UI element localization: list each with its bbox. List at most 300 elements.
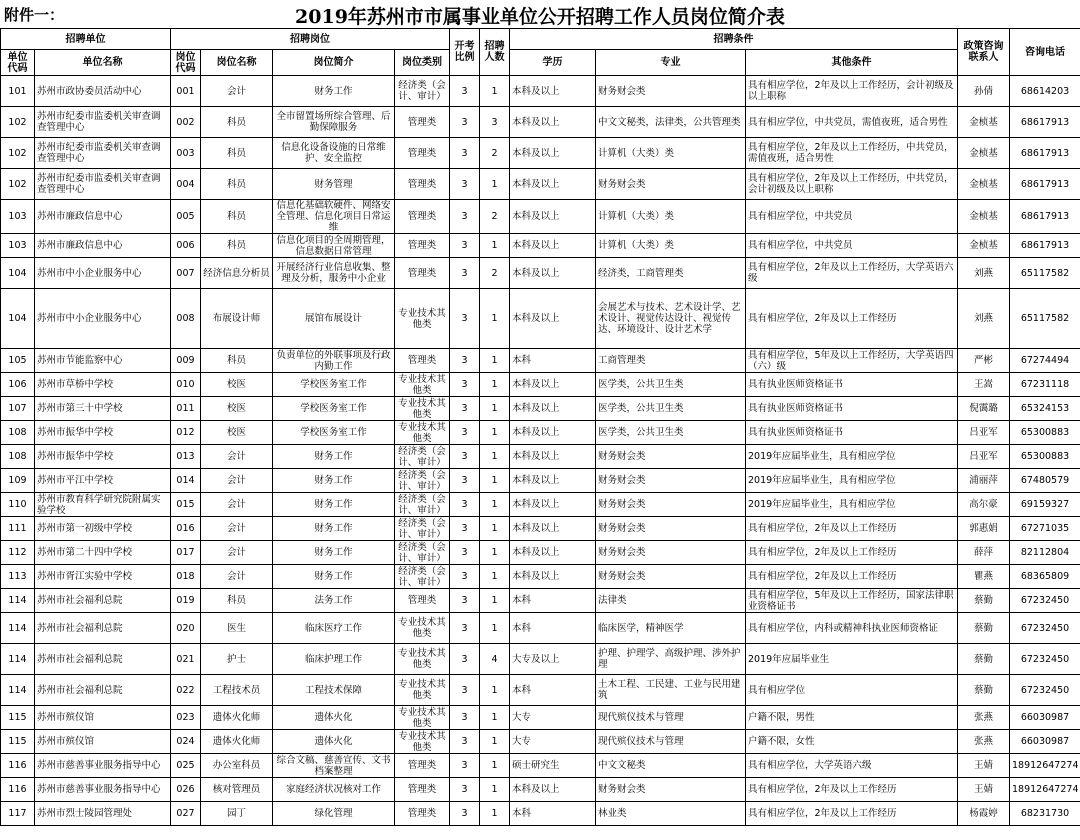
cell-other-conditions: 具有相应学位，2年及以上工作经历 bbox=[746, 802, 958, 826]
cell-other-conditions: 具有相应学位，2年及以上工作经历 bbox=[746, 778, 958, 802]
cell-post-desc: 信息化设备设施的日常维护、安全监控 bbox=[273, 138, 395, 169]
group-header-conditions: 招聘条件 bbox=[510, 29, 958, 50]
cell-other-conditions: 具有执业医师资格证书 bbox=[746, 373, 958, 397]
cell-post-code: 010 bbox=[171, 373, 201, 397]
table-row bbox=[1, 730, 1080, 754]
cell-education: 本科及以上 bbox=[510, 469, 596, 493]
cell-post-code: 009 bbox=[171, 349, 201, 373]
header-post-type: 岗位类别 bbox=[395, 50, 450, 76]
cell-post-code: 011 bbox=[171, 397, 201, 421]
cell-post-type: 管理类 bbox=[395, 802, 450, 826]
cell-post-name: 科员 bbox=[201, 234, 273, 258]
cell-count: 1 bbox=[480, 706, 510, 730]
cell-post-desc: 家庭经济状况核对工作 bbox=[273, 778, 395, 802]
cell-post-code: 008 bbox=[171, 289, 201, 349]
header-education: 学历 bbox=[510, 50, 596, 76]
cell-post-name: 会计 bbox=[201, 76, 273, 107]
table-row bbox=[1, 778, 1080, 802]
cell-unit-code: 115 bbox=[1, 706, 35, 730]
table-row bbox=[1, 706, 1080, 730]
cell-contact: 蔡勤 bbox=[958, 613, 1010, 644]
cell-education: 本科及以上 bbox=[510, 289, 596, 349]
cell-major: 财务财会类 bbox=[596, 469, 746, 493]
cell-contact: 金桢基 bbox=[958, 169, 1010, 200]
cell-post-name: 会计 bbox=[201, 541, 273, 565]
cell-other-conditions: 具有相应学位，2年及以上工作经历 bbox=[746, 565, 958, 589]
cell-post-type: 经济类（会计、审计） bbox=[395, 469, 450, 493]
cell-post-type: 管理类 bbox=[395, 589, 450, 613]
cell-phone: 65300883 bbox=[1010, 421, 1080, 445]
cell-post-code: 013 bbox=[171, 445, 201, 469]
title-row bbox=[0, 0, 1080, 26]
cell-major: 经济类，工商管理类 bbox=[596, 258, 746, 289]
group-header-post: 招聘岗位 bbox=[171, 29, 450, 50]
cell-unit-code: 116 bbox=[1, 754, 35, 778]
cell-other-conditions: 户籍不限，男性 bbox=[746, 706, 958, 730]
table-row bbox=[1, 107, 1080, 138]
cell-unit-name: 苏州市草桥中学校 bbox=[35, 373, 171, 397]
cell-phone: 66030987 bbox=[1010, 730, 1080, 754]
cell-post-desc: 工程技术保障 bbox=[273, 675, 395, 706]
cell-count: 1 bbox=[480, 76, 510, 107]
cell-other-conditions: 2019年应届毕业生，具有相应学位 bbox=[746, 493, 958, 517]
cell-ratio: 3 bbox=[450, 613, 480, 644]
cell-phone: 68365809 bbox=[1010, 565, 1080, 589]
cell-contact: 浦丽萍 bbox=[958, 469, 1010, 493]
cell-ratio: 3 bbox=[450, 138, 480, 169]
cell-ratio: 3 bbox=[450, 469, 480, 493]
cell-other-conditions: 具有执业医师资格证书 bbox=[746, 397, 958, 421]
cell-contact: 倪霭璐 bbox=[958, 397, 1010, 421]
cell-count: 1 bbox=[480, 234, 510, 258]
cell-post-desc: 财务工作 bbox=[273, 493, 395, 517]
cell-education: 本科及以上 bbox=[510, 373, 596, 397]
cell-contact: 吕亚军 bbox=[958, 445, 1010, 469]
cell-post-name: 会计 bbox=[201, 469, 273, 493]
cell-unit-name: 苏州市纪委市监委机关审查调查管理中心 bbox=[35, 107, 171, 138]
cell-contact: 蔡勤 bbox=[958, 675, 1010, 706]
cell-ratio: 3 bbox=[450, 200, 480, 234]
cell-post-code: 016 bbox=[171, 517, 201, 541]
cell-major: 工商管理类 bbox=[596, 349, 746, 373]
table-row bbox=[1, 349, 1080, 373]
cell-post-desc: 财务工作 bbox=[273, 565, 395, 589]
cell-post-name: 遗体火化师 bbox=[201, 730, 273, 754]
cell-post-type: 专业技术其他类 bbox=[395, 644, 450, 675]
cell-count: 1 bbox=[480, 289, 510, 349]
cell-post-code: 021 bbox=[171, 644, 201, 675]
cell-education: 本科及以上 bbox=[510, 234, 596, 258]
cell-phone: 67231118 bbox=[1010, 373, 1080, 397]
cell-post-name: 园丁 bbox=[201, 802, 273, 826]
header-other: 其他条件 bbox=[746, 50, 958, 76]
cell-unit-code: 109 bbox=[1, 469, 35, 493]
attachment-label: 附件一： bbox=[4, 6, 65, 24]
cell-unit-code: 112 bbox=[1, 541, 35, 565]
cell-post-desc: 开展经济行业信息收集、整理及分析，服务中小企业 bbox=[273, 258, 395, 289]
cell-post-type: 管理类 bbox=[395, 349, 450, 373]
cell-post-type: 专业技术其他类 bbox=[395, 613, 450, 644]
cell-other-conditions: 具有相应学位，2年及以上工作经历，中共党员，需值夜班，适合男性 bbox=[746, 138, 958, 169]
cell-count: 1 bbox=[480, 778, 510, 802]
cell-contact: 王嵩 bbox=[958, 373, 1010, 397]
header-unit-code: 单位代码 bbox=[1, 50, 35, 76]
cell-post-code: 017 bbox=[171, 541, 201, 565]
cell-contact: 刘燕 bbox=[958, 258, 1010, 289]
header-post-name: 岗位名称 bbox=[201, 50, 273, 76]
cell-post-name: 会计 bbox=[201, 493, 273, 517]
cell-count: 1 bbox=[480, 730, 510, 754]
cell-post-name: 校医 bbox=[201, 373, 273, 397]
table-row bbox=[1, 138, 1080, 169]
cell-ratio: 3 bbox=[450, 373, 480, 397]
table-row bbox=[1, 754, 1080, 778]
cell-unit-code: 114 bbox=[1, 675, 35, 706]
cell-post-name: 校医 bbox=[201, 421, 273, 445]
cell-ratio: 3 bbox=[450, 730, 480, 754]
cell-count: 1 bbox=[480, 493, 510, 517]
cell-post-code: 015 bbox=[171, 493, 201, 517]
cell-major: 土木工程、工民建、工业与民用建筑 bbox=[596, 675, 746, 706]
cell-unit-code: 106 bbox=[1, 373, 35, 397]
cell-post-name: 医生 bbox=[201, 613, 273, 644]
cell-education: 大专及以上 bbox=[510, 644, 596, 675]
cell-post-type: 专业技术其他类 bbox=[395, 421, 450, 445]
cell-post-name: 布展设计师 bbox=[201, 289, 273, 349]
cell-contact: 吕亚军 bbox=[958, 421, 1010, 445]
cell-post-desc: 全市留置场所综合管理、后勤保障服务 bbox=[273, 107, 395, 138]
cell-unit-code: 110 bbox=[1, 493, 35, 517]
cell-major: 财务财会类 bbox=[596, 445, 746, 469]
cell-unit-name: 苏州市胥江实验中学校 bbox=[35, 565, 171, 589]
job-table bbox=[0, 28, 1080, 826]
cell-post-name: 护士 bbox=[201, 644, 273, 675]
cell-count: 1 bbox=[480, 802, 510, 826]
cell-phone: 67271035 bbox=[1010, 517, 1080, 541]
table-row bbox=[1, 234, 1080, 258]
table-row bbox=[1, 289, 1080, 349]
cell-count: 1 bbox=[480, 469, 510, 493]
table-body bbox=[1, 76, 1080, 826]
cell-contact: 张燕 bbox=[958, 706, 1010, 730]
cell-unit-code: 114 bbox=[1, 644, 35, 675]
cell-major: 护理、护理学、高级护理、涉外护理 bbox=[596, 644, 746, 675]
cell-phone: 68617913 bbox=[1010, 200, 1080, 234]
header-unit-name: 单位名称 bbox=[35, 50, 171, 76]
cell-phone: 67232450 bbox=[1010, 644, 1080, 675]
cell-unit-code: 116 bbox=[1, 778, 35, 802]
cell-other-conditions: 具有相应学位，2年及以上工作经历，中共党员，会计初级及以上职称 bbox=[746, 169, 958, 200]
cell-major: 现代殡仪技术与管理 bbox=[596, 730, 746, 754]
cell-other-conditions: 具有相应学位，2年及以上工作经历，大学英语六级 bbox=[746, 258, 958, 289]
cell-post-code: 001 bbox=[171, 76, 201, 107]
cell-post-name: 办公室科员 bbox=[201, 754, 273, 778]
cell-education: 本科及以上 bbox=[510, 258, 596, 289]
cell-post-name: 科员 bbox=[201, 107, 273, 138]
cell-major: 计算机（大类）类 bbox=[596, 234, 746, 258]
cell-unit-name: 苏州市振华中学校 bbox=[35, 445, 171, 469]
cell-phone: 82112804 bbox=[1010, 541, 1080, 565]
cell-post-code: 006 bbox=[171, 234, 201, 258]
cell-post-name: 核对管理员 bbox=[201, 778, 273, 802]
cell-phone: 68614203 bbox=[1010, 76, 1080, 107]
cell-post-type: 管理类 bbox=[395, 200, 450, 234]
header-post-code: 岗位代码 bbox=[171, 50, 201, 76]
cell-ratio: 3 bbox=[450, 289, 480, 349]
table-row bbox=[1, 169, 1080, 200]
cell-education: 本科 bbox=[510, 613, 596, 644]
cell-other-conditions: 具有相应学位，2年及以上工作经历，会计初级及以上职称 bbox=[746, 76, 958, 107]
cell-other-conditions: 具有相应学位，大学英语六级 bbox=[746, 754, 958, 778]
cell-phone: 68231730 bbox=[1010, 802, 1080, 826]
cell-post-type: 经济类（会计、审计） bbox=[395, 565, 450, 589]
cell-ratio: 3 bbox=[450, 397, 480, 421]
cell-education: 本科及以上 bbox=[510, 76, 596, 107]
cell-post-type: 专业技术其他类 bbox=[395, 706, 450, 730]
cell-education: 大专 bbox=[510, 706, 596, 730]
cell-other-conditions: 2019年应届毕业生，具有相应学位 bbox=[746, 445, 958, 469]
cell-post-type: 管理类 bbox=[395, 258, 450, 289]
cell-post-desc: 学校医务室工作 bbox=[273, 397, 395, 421]
table-row bbox=[1, 675, 1080, 706]
cell-other-conditions: 具有相应学位，中共党员 bbox=[746, 200, 958, 234]
cell-major: 计算机（大类）类 bbox=[596, 200, 746, 234]
cell-post-type: 专业技术其他类 bbox=[395, 397, 450, 421]
cell-major: 财务财会类 bbox=[596, 517, 746, 541]
cell-phone: 65324153 bbox=[1010, 397, 1080, 421]
page-title: 2019年苏州市市属事业单位公开招聘工作人员岗位简介表 bbox=[295, 6, 785, 28]
cell-phone: 67232450 bbox=[1010, 675, 1080, 706]
cell-post-name: 工程技术员 bbox=[201, 675, 273, 706]
cell-unit-code: 115 bbox=[1, 730, 35, 754]
cell-count: 1 bbox=[480, 373, 510, 397]
cell-phone: 66030987 bbox=[1010, 706, 1080, 730]
cell-post-code: 012 bbox=[171, 421, 201, 445]
table-row bbox=[1, 76, 1080, 107]
cell-major: 法律类 bbox=[596, 589, 746, 613]
cell-unit-name: 苏州市慈善事业服务指导中心 bbox=[35, 778, 171, 802]
cell-major: 中文文秘类，法律类，公共管理类 bbox=[596, 107, 746, 138]
cell-post-type: 管理类 bbox=[395, 754, 450, 778]
cell-post-desc: 绿化管理 bbox=[273, 802, 395, 826]
cell-contact: 瞿燕 bbox=[958, 565, 1010, 589]
cell-unit-code: 104 bbox=[1, 289, 35, 349]
cell-major: 财务财会类 bbox=[596, 76, 746, 107]
cell-post-type: 管理类 bbox=[395, 169, 450, 200]
table-row bbox=[1, 200, 1080, 234]
cell-other-conditions: 具有相应学位，2年及以上工作经历 bbox=[746, 517, 958, 541]
cell-major: 医学类，公共卫生类 bbox=[596, 397, 746, 421]
cell-education: 本科 bbox=[510, 675, 596, 706]
cell-post-type: 专业技术其他类 bbox=[395, 289, 450, 349]
cell-education: 本科及以上 bbox=[510, 778, 596, 802]
group-header-unit: 招聘单位 bbox=[1, 29, 171, 50]
cell-unit-code: 108 bbox=[1, 421, 35, 445]
cell-phone: 65117582 bbox=[1010, 289, 1080, 349]
cell-post-code: 002 bbox=[171, 107, 201, 138]
cell-ratio: 3 bbox=[450, 589, 480, 613]
cell-other-conditions: 具有相应学位，5年及以上工作经历，大学英语四（六）级 bbox=[746, 349, 958, 373]
cell-phone: 68617913 bbox=[1010, 138, 1080, 169]
cell-post-code: 024 bbox=[171, 730, 201, 754]
cell-other-conditions: 具有相应学位，中共党员 bbox=[746, 234, 958, 258]
cell-education: 本科 bbox=[510, 589, 596, 613]
cell-education: 本科及以上 bbox=[510, 445, 596, 469]
cell-other-conditions: 具有相应学位 bbox=[746, 675, 958, 706]
cell-post-type: 经济类（会计、审计） bbox=[395, 493, 450, 517]
cell-contact: 蔡勤 bbox=[958, 589, 1010, 613]
cell-major: 计算机（大类）类 bbox=[596, 138, 746, 169]
cell-post-desc: 临床护理工作 bbox=[273, 644, 395, 675]
cell-contact: 杨霞婷 bbox=[958, 802, 1010, 826]
table-row bbox=[1, 445, 1080, 469]
cell-post-name: 科员 bbox=[201, 169, 273, 200]
cell-education: 本科及以上 bbox=[510, 565, 596, 589]
cell-ratio: 3 bbox=[450, 421, 480, 445]
table-row bbox=[1, 373, 1080, 397]
table-row bbox=[1, 644, 1080, 675]
table-row bbox=[1, 397, 1080, 421]
cell-unit-name: 苏州市慈善事业服务指导中心 bbox=[35, 754, 171, 778]
cell-unit-name: 苏州市中小企业服务中心 bbox=[35, 258, 171, 289]
cell-other-conditions: 2019年应届毕业生 bbox=[746, 644, 958, 675]
cell-ratio: 3 bbox=[450, 349, 480, 373]
cell-unit-name: 苏州市廉政信息中心 bbox=[35, 200, 171, 234]
table-row bbox=[1, 258, 1080, 289]
cell-post-desc: 财务工作 bbox=[273, 517, 395, 541]
cell-education: 本科及以上 bbox=[510, 397, 596, 421]
cell-major: 财务财会类 bbox=[596, 565, 746, 589]
cell-unit-name: 苏州市第三十中学校 bbox=[35, 397, 171, 421]
cell-post-desc: 综合文稿、慈善宣传、文书档案整理 bbox=[273, 754, 395, 778]
cell-education: 大专 bbox=[510, 730, 596, 754]
column-header-row bbox=[1, 50, 1080, 76]
cell-unit-name: 苏州市第一初级中学校 bbox=[35, 517, 171, 541]
cell-count: 1 bbox=[480, 445, 510, 469]
cell-post-code: 027 bbox=[171, 802, 201, 826]
cell-phone: 18912647274 bbox=[1010, 778, 1080, 802]
cell-post-desc: 财务管理 bbox=[273, 169, 395, 200]
cell-post-name: 校医 bbox=[201, 397, 273, 421]
cell-post-desc: 学校医务室工作 bbox=[273, 373, 395, 397]
table-row bbox=[1, 541, 1080, 565]
cell-post-desc: 信息化项目的全周期管理，信息数据日常管理 bbox=[273, 234, 395, 258]
cell-ratio: 3 bbox=[450, 493, 480, 517]
cell-major: 财务财会类 bbox=[596, 493, 746, 517]
cell-other-conditions: 户籍不限，女性 bbox=[746, 730, 958, 754]
cell-ratio: 3 bbox=[450, 445, 480, 469]
cell-education: 硕士研究生 bbox=[510, 754, 596, 778]
cell-unit-code: 117 bbox=[1, 802, 35, 826]
cell-unit-code: 114 bbox=[1, 589, 35, 613]
cell-education: 本科及以上 bbox=[510, 421, 596, 445]
cell-unit-code: 114 bbox=[1, 613, 35, 644]
cell-contact: 王婧 bbox=[958, 754, 1010, 778]
table-row bbox=[1, 613, 1080, 644]
cell-ratio: 3 bbox=[450, 675, 480, 706]
cell-post-desc: 遗体火化 bbox=[273, 730, 395, 754]
cell-phone: 67274494 bbox=[1010, 349, 1080, 373]
cell-ratio: 3 bbox=[450, 169, 480, 200]
cell-count: 1 bbox=[480, 517, 510, 541]
cell-education: 本科及以上 bbox=[510, 169, 596, 200]
cell-major: 会展艺术与技术、艺术设计学、艺术设计、视觉传达设计、视觉传达、环境设计、设计艺术学 bbox=[596, 289, 746, 349]
cell-contact: 金桢基 bbox=[958, 234, 1010, 258]
cell-phone: 65300883 bbox=[1010, 445, 1080, 469]
cell-ratio: 3 bbox=[450, 706, 480, 730]
cell-post-code: 004 bbox=[171, 169, 201, 200]
cell-unit-name: 苏州市社会福利总院 bbox=[35, 589, 171, 613]
cell-unit-name: 苏州市振华中学校 bbox=[35, 421, 171, 445]
cell-count: 1 bbox=[480, 169, 510, 200]
cell-education: 本科及以上 bbox=[510, 138, 596, 169]
cell-unit-name: 苏州市廉政信息中心 bbox=[35, 234, 171, 258]
cell-major: 林业类 bbox=[596, 802, 746, 826]
cell-major: 中文文秘类 bbox=[596, 754, 746, 778]
cell-post-name: 经济信息分析员 bbox=[201, 258, 273, 289]
cell-post-desc: 学校医务室工作 bbox=[273, 421, 395, 445]
cell-education: 本科及以上 bbox=[510, 517, 596, 541]
cell-other-conditions: 具有相应学位，内科或精神科执业医师资格证 bbox=[746, 613, 958, 644]
header-ratio: 开考比例 bbox=[450, 29, 480, 76]
cell-post-desc: 财务工作 bbox=[273, 76, 395, 107]
cell-contact: 薛萍 bbox=[958, 541, 1010, 565]
cell-unit-name: 苏州市教育科学研究院附属实验学校 bbox=[35, 493, 171, 517]
table-row bbox=[1, 421, 1080, 445]
cell-unit-name: 苏州市平江中学校 bbox=[35, 469, 171, 493]
cell-unit-name: 苏州市殡仪馆 bbox=[35, 730, 171, 754]
cell-unit-name: 苏州市节能监察中心 bbox=[35, 349, 171, 373]
cell-count: 4 bbox=[480, 644, 510, 675]
cell-contact: 蔡勤 bbox=[958, 644, 1010, 675]
group-header-row bbox=[1, 29, 1080, 50]
cell-phone: 67232450 bbox=[1010, 613, 1080, 644]
cell-phone: 68617913 bbox=[1010, 234, 1080, 258]
cell-post-name: 会计 bbox=[201, 565, 273, 589]
cell-major: 临床医学，精神医学 bbox=[596, 613, 746, 644]
header-count: 招聘人数 bbox=[480, 29, 510, 76]
cell-count: 2 bbox=[480, 200, 510, 234]
cell-unit-code: 101 bbox=[1, 76, 35, 107]
cell-post-type: 管理类 bbox=[395, 234, 450, 258]
table-row bbox=[1, 565, 1080, 589]
cell-post-type: 管理类 bbox=[395, 778, 450, 802]
cell-contact: 高尔豪 bbox=[958, 493, 1010, 517]
header-post-desc: 岗位简介 bbox=[273, 50, 395, 76]
cell-ratio: 3 bbox=[450, 107, 480, 138]
cell-ratio: 3 bbox=[450, 517, 480, 541]
cell-education: 本科 bbox=[510, 349, 596, 373]
cell-count: 2 bbox=[480, 258, 510, 289]
cell-unit-code: 108 bbox=[1, 445, 35, 469]
cell-post-code: 014 bbox=[171, 469, 201, 493]
cell-unit-code: 105 bbox=[1, 349, 35, 373]
cell-post-code: 005 bbox=[171, 200, 201, 234]
cell-major: 财务财会类 bbox=[596, 778, 746, 802]
cell-phone: 18912647274 bbox=[1010, 754, 1080, 778]
cell-contact: 郭惠娟 bbox=[958, 517, 1010, 541]
cell-post-desc: 信息化基础软硬件、网络安全管理、信息化项目日常运维 bbox=[273, 200, 395, 234]
cell-post-desc: 财务工作 bbox=[273, 469, 395, 493]
cell-unit-name: 苏州市社会福利总院 bbox=[35, 644, 171, 675]
cell-post-code: 020 bbox=[171, 613, 201, 644]
cell-post-code: 026 bbox=[171, 778, 201, 802]
cell-major: 财务财会类 bbox=[596, 541, 746, 565]
cell-post-code: 003 bbox=[171, 138, 201, 169]
cell-contact: 严彬 bbox=[958, 349, 1010, 373]
cell-unit-code: 104 bbox=[1, 258, 35, 289]
cell-post-desc: 负责单位的外联事项及行政内勤工作 bbox=[273, 349, 395, 373]
